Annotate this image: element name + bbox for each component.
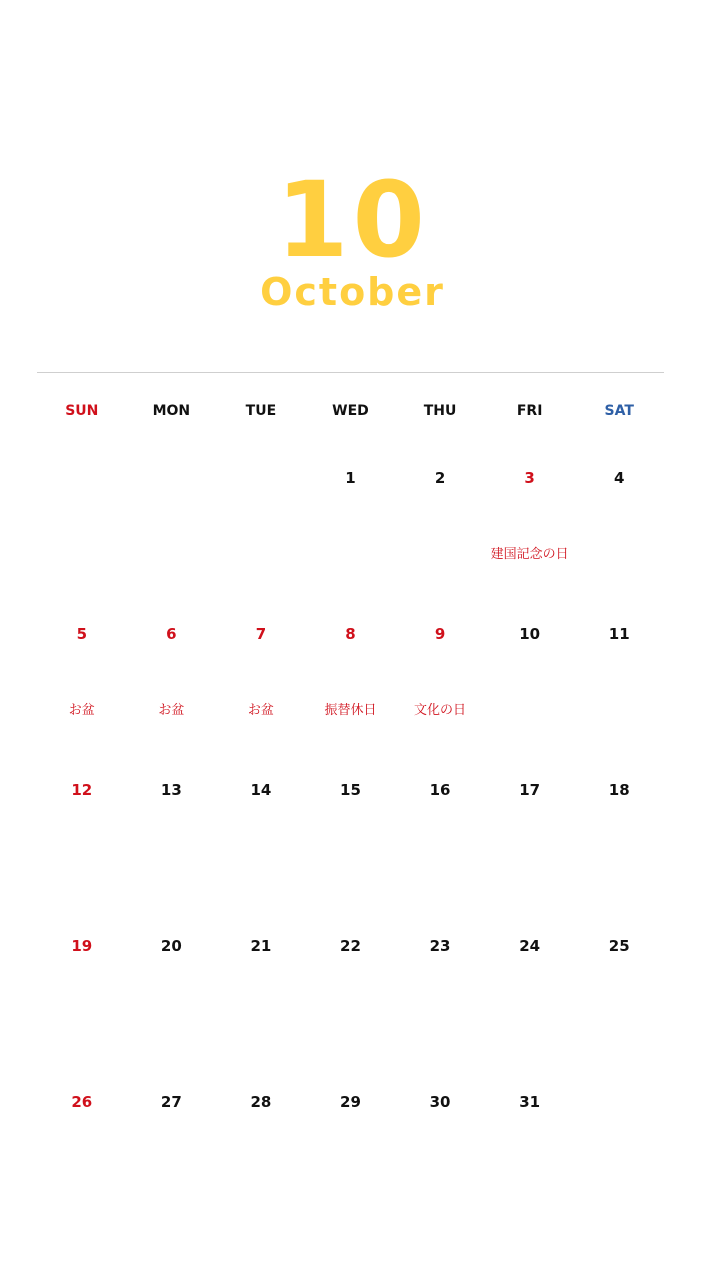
- day-cell[interactable]: [574, 462, 664, 618]
- day-number: 23: [429, 937, 451, 955]
- day-number: 27: [160, 1093, 182, 1111]
- day-cell[interactable]: [574, 774, 664, 930]
- day-number: 10: [519, 625, 541, 643]
- holiday-label: 建国記念の日: [490, 547, 569, 562]
- day-number: 8: [345, 625, 356, 643]
- day-cell[interactable]: [395, 462, 485, 618]
- day-number: 11: [608, 625, 630, 643]
- day-number: 2: [434, 469, 446, 487]
- day-cell[interactable]: [574, 930, 664, 1086]
- day-cell[interactable]: [306, 1086, 396, 1242]
- holiday-label: お盆: [68, 703, 95, 718]
- day-cell[interactable]: [485, 618, 575, 774]
- day-number: 15: [340, 781, 361, 799]
- day-cell[interactable]: [485, 462, 575, 618]
- day-cell[interactable]: [216, 930, 306, 1086]
- weekday-fri: FRI: [516, 403, 543, 419]
- day-number: 4: [613, 469, 625, 487]
- day-number: 16: [429, 781, 451, 799]
- weekday-sat: SAT: [604, 403, 634, 419]
- day-number: 6: [166, 625, 177, 643]
- day-cell[interactable]: [306, 774, 396, 930]
- day-number: 24: [519, 937, 541, 955]
- weekday-thu: THU: [423, 403, 457, 419]
- day-cell[interactable]: [216, 618, 306, 774]
- day-cell[interactable]: [37, 618, 127, 774]
- holiday-label: お盆: [247, 703, 274, 718]
- day-cell[interactable]: [37, 930, 127, 1086]
- day-number: 30: [429, 1093, 451, 1111]
- day-cell[interactable]: [395, 618, 485, 774]
- day-number: 13: [160, 781, 182, 799]
- header-divider: [37, 372, 664, 373]
- day-number: 29: [340, 1093, 361, 1111]
- day-number: 1: [345, 469, 356, 487]
- day-cell[interactable]: [127, 618, 217, 774]
- weekday-mon: MON: [152, 403, 191, 419]
- day-cell[interactable]: [127, 930, 217, 1086]
- day-cell[interactable]: [127, 774, 217, 930]
- day-number: 18: [608, 781, 630, 799]
- day-number: 9: [434, 625, 446, 643]
- day-number: 7: [255, 625, 267, 643]
- weekday-wed: WED: [332, 403, 369, 419]
- day-cell[interactable]: [216, 1086, 306, 1242]
- day-number: 14: [250, 781, 272, 799]
- day-number: 25: [608, 937, 630, 955]
- holiday-label: 振替休日: [324, 703, 377, 718]
- day-cell[interactable]: [395, 1086, 485, 1242]
- day-cell[interactable]: [37, 774, 127, 930]
- day-cell[interactable]: [395, 930, 485, 1086]
- weekday-tue: TUE: [245, 403, 277, 419]
- day-cell[interactable]: [306, 618, 396, 774]
- day-number: 17: [519, 781, 541, 799]
- day-number: 28: [250, 1093, 272, 1111]
- day-number: 21: [250, 937, 272, 955]
- day-number: 20: [160, 937, 182, 955]
- weekday-sun: SUN: [65, 403, 99, 419]
- day-cell[interactable]: [216, 774, 306, 930]
- month-name: October: [260, 270, 445, 314]
- day-cell[interactable]: [485, 930, 575, 1086]
- day-cell[interactable]: [37, 1086, 127, 1242]
- holiday-label: お盆: [158, 703, 185, 718]
- day-number: 19: [71, 937, 93, 955]
- day-cell[interactable]: [574, 618, 664, 774]
- day-cell[interactable]: [306, 462, 396, 618]
- day-cell[interactable]: [306, 930, 396, 1086]
- day-cell[interactable]: [485, 1086, 575, 1242]
- day-number: 31: [519, 1093, 541, 1111]
- day-number: 5: [76, 625, 87, 643]
- weekday-header-row: [37, 398, 664, 424]
- day-cell[interactable]: [127, 1086, 217, 1242]
- day-number: 26: [71, 1093, 93, 1111]
- holiday-label: 文化の日: [414, 703, 467, 718]
- day-cell[interactable]: [485, 774, 575, 930]
- day-cell[interactable]: [395, 774, 485, 930]
- month-number: 10: [276, 159, 429, 281]
- day-number: 3: [524, 469, 535, 487]
- day-number: 12: [71, 781, 93, 799]
- day-number: 22: [340, 937, 361, 955]
- calendar-grid: [37, 462, 664, 1242]
